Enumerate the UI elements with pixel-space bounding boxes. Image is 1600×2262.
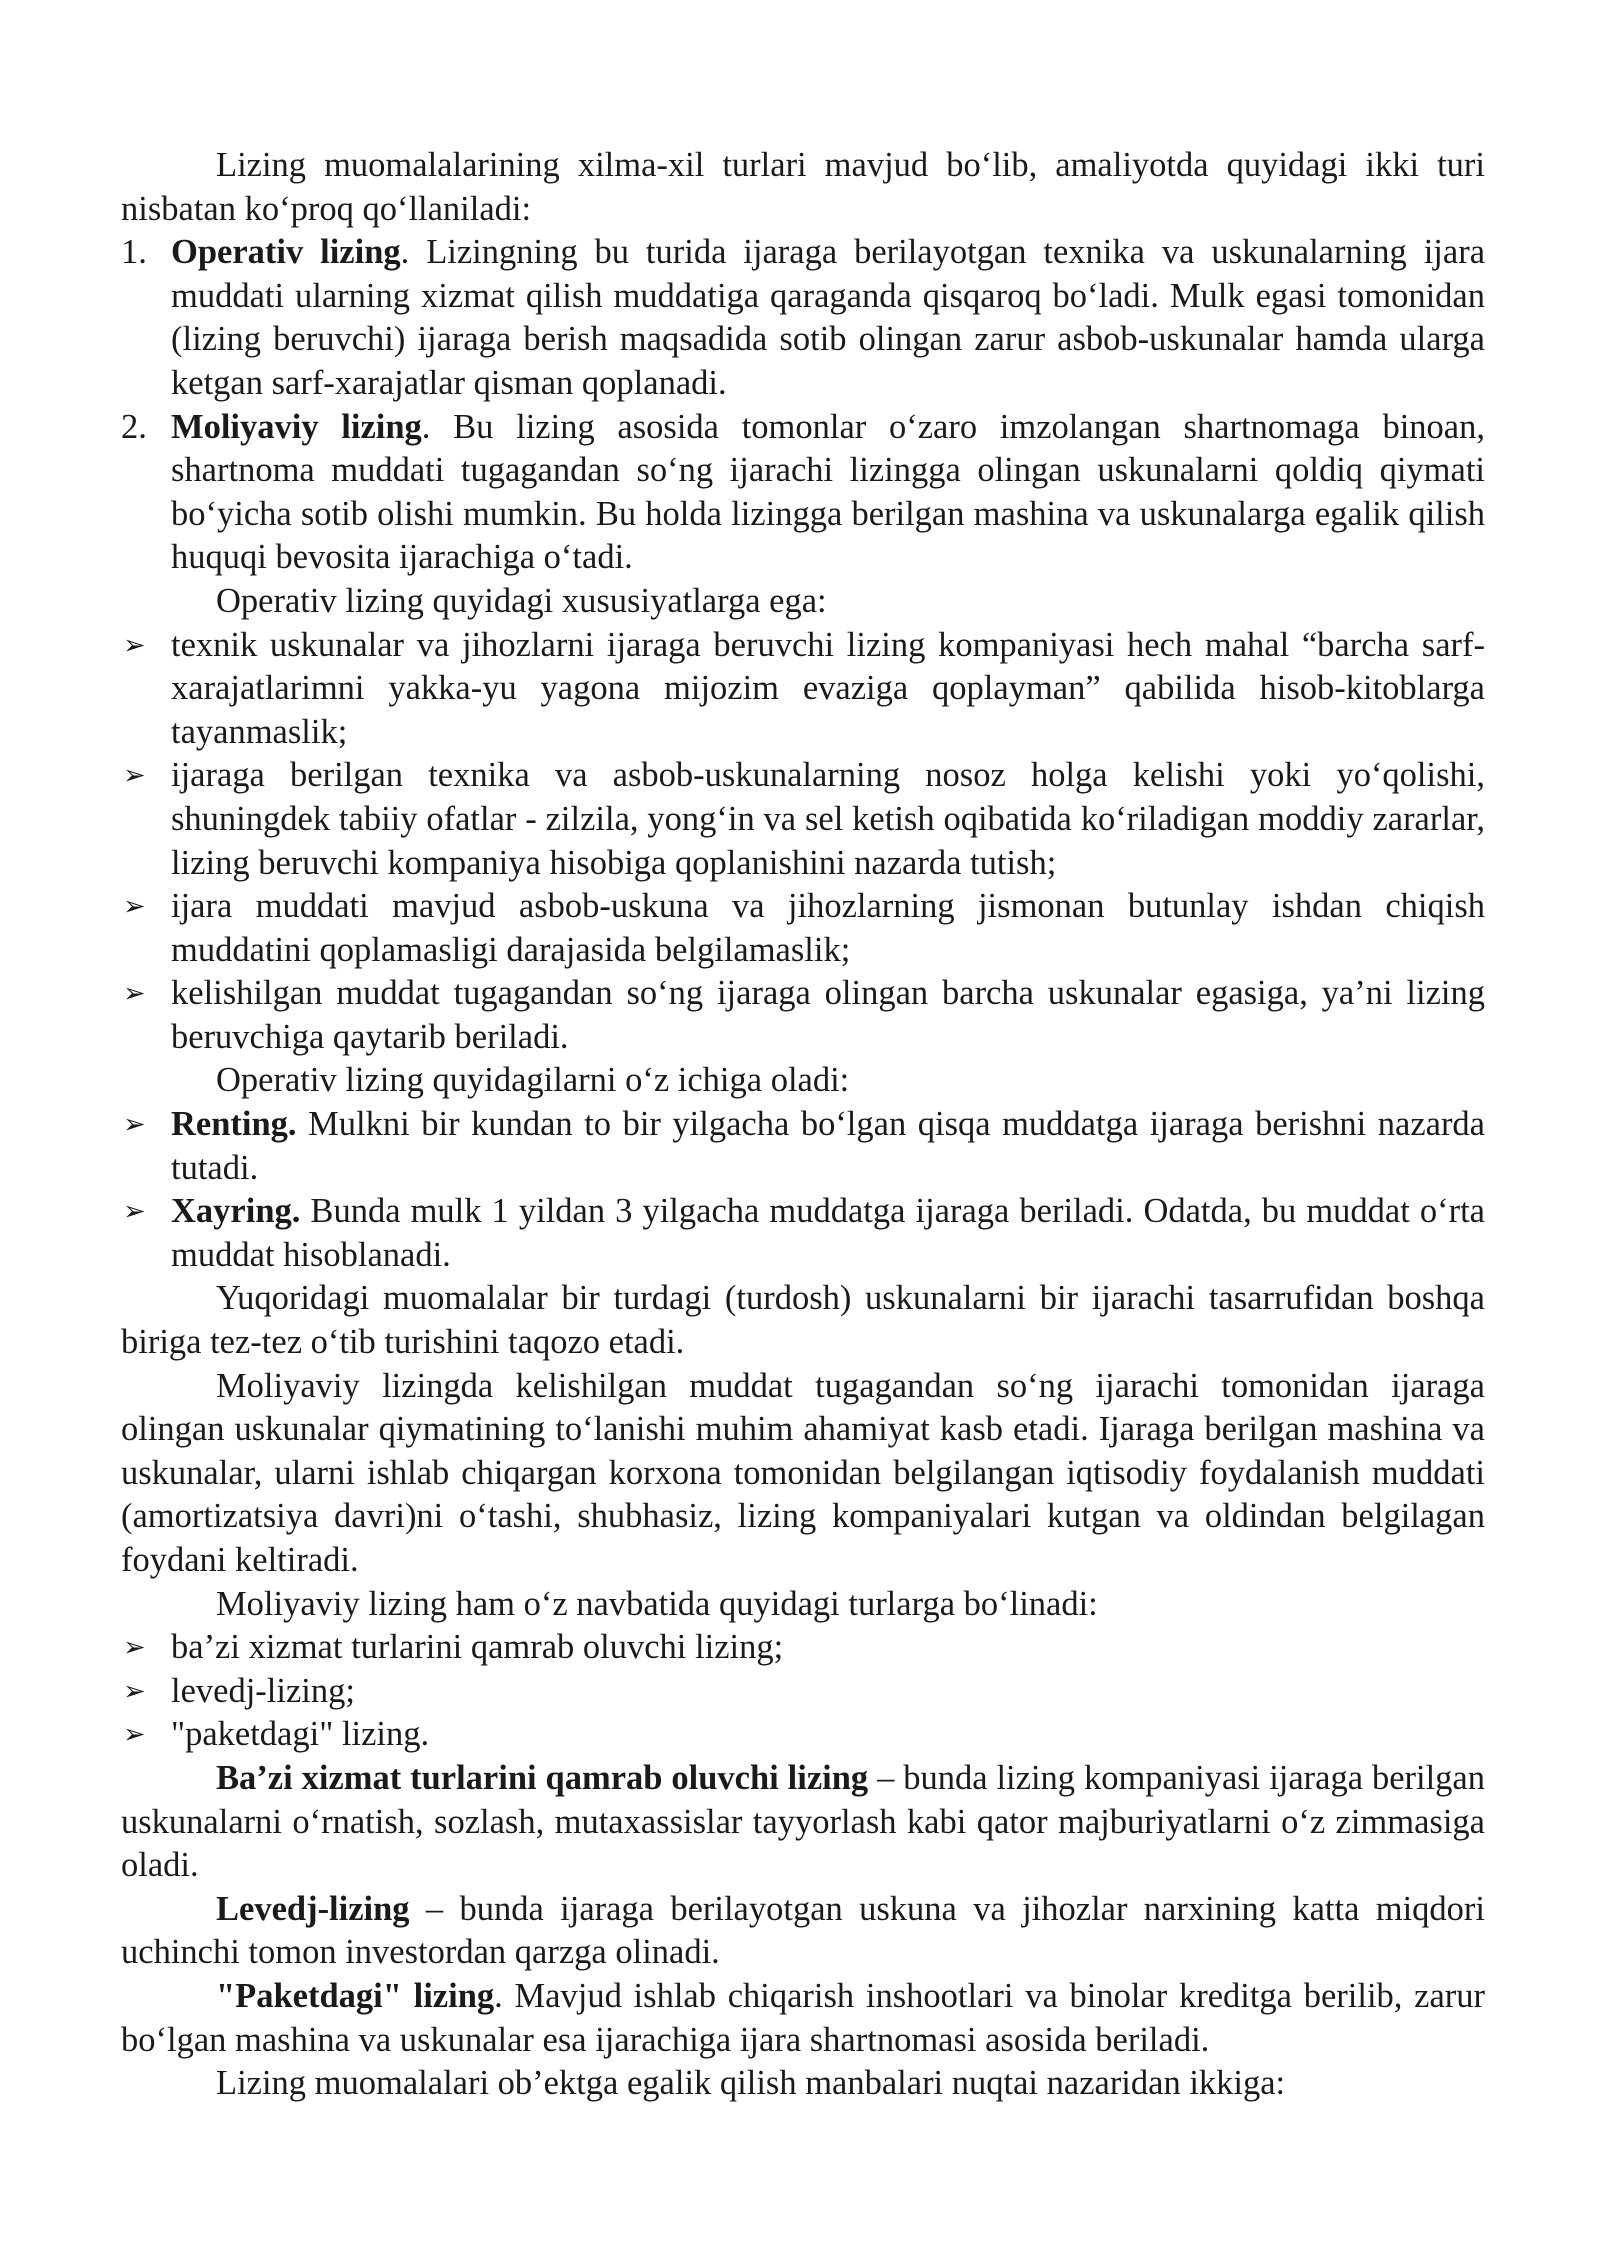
feature-bullet-2	[121, 754, 1485, 885]
arrowhead-bullet-icon: ➢	[123, 629, 146, 661]
feature-bullet-3	[121, 885, 1485, 972]
list-number: 2.	[121, 407, 147, 446]
bullet-text: levedj-lizing;	[171, 1671, 355, 1710]
arrowhead-bullet-icon: ➢	[123, 1719, 146, 1751]
arrowhead-bullet-icon: ➢	[123, 1632, 146, 1664]
bullet-text: Mulkni bir kundan to bir yilgacha bo‘lgan qisqa muddatga ijaraga berishni nazarda tutadi.	[171, 1105, 1485, 1187]
yuqoridagi-paragraph: Yuqoridagi muomalalar bir turdagi (turdosh) uskunalarni bir ijarachi tasarrufidan boshqa biriga tez-tez o‘tib turishini taqozo etadi.	[121, 1279, 1485, 1362]
definition-paragraph-levedj	[121, 1888, 1485, 1975]
numbered-item-moliyaviy	[121, 406, 1485, 580]
moliyaviy-detail-paragraph: Moliyaviy lizingda kelishilgan muddat tugagandan so‘ng ijarachi tomonidan ijaraga olingan uskunalar qiymatining to‘lanishi muhim ahamiyat kasb etadi. Ijaraga berilgan mashina va uskunalar, ularni ishlab chiqargan korxona tomonidan belgilangan iqtisodiy foydalanish muddati (amortizatsiya davri)ni o‘tashi, shubhasiz, lizing kompaniyalari kutgan va oldindan belgilagan foydani keltiradi.	[121, 1366, 1485, 1579]
definition-paragraph-paketdagi	[121, 1975, 1485, 2062]
list-number: 1.	[121, 233, 147, 272]
includes-bullet-xayring	[121, 1190, 1485, 1277]
definition-text: . Mavjud ishlab chiqarish inshootlari va binolar kreditga berilib, zarur bo‘lgan mashina va uskunalar esa ijarachiga ijara shartnomasi asosida beriladi.	[121, 1976, 1485, 2059]
last-paragraph: Lizing muomalalari ob’ektga egalik qilish manbalari nuqtai nazaridan ikkiga:	[216, 2064, 1286, 2103]
arrowhead-bullet-icon: ➢	[123, 760, 146, 792]
bullet-text: ijaraga berilgan texnika va asbob-uskunalarning nosoz holga kelishi yoki yo‘qolishi, shuningdek tabiiy ofatlar - zilzila, yong‘in va sel ketish oqibatida ko‘riladigan moddiy zararlar, lizing beruvchi kompaniya hisobiga qoplanishini nazarda tutish;	[171, 756, 1485, 882]
term-xizmat-lizing: Ba’zi xizmat turlarini qamrab oluvchi lizing	[216, 1758, 869, 1797]
type-bullet-2	[121, 1670, 1485, 1714]
types-intro-paragraph: Moliyaviy lizing ham o‘z navbatida quyidagi turlarga bo‘linadi:	[216, 1584, 1098, 1623]
definition-paragraph-xizmat	[121, 1757, 1485, 1888]
type-bullet-3	[121, 1713, 1485, 1757]
definition-text: – bunda lizing kompaniyasi ijaraga berilgan uskunalarni o‘rnatish, sozlash, mutaxassislar tayyorlash kabi qator majburiyatlarni o‘z zimmasiga oladi.	[121, 1758, 1485, 1885]
feature-bullet-4	[121, 972, 1485, 1059]
arrowhead-bullet-icon: ➢	[123, 1196, 146, 1228]
features-intro-paragraph: Operativ lizing quyidagi xususiyatlarga ega:	[216, 581, 827, 620]
type-bullet-1	[121, 1626, 1485, 1670]
arrowhead-bullet-icon: ➢	[123, 1675, 146, 1707]
item-text: . Bu lizing asosida tomonlar o‘zaro imzolangan shartnomaga binoan, shartnoma muddati tugagandan so‘ng ijarachi lizingga olingan uskunalarni qoldiq qiymati bo‘yicha sotib olishi mumkin. Bu holda lizingga berilgan mashina va uskunalarga egalik qilish huquqi bevosita ijarachiga o‘tadi.	[171, 407, 1485, 577]
numbered-item-operativ	[121, 231, 1485, 405]
bullet-text: "paketdagi" lizing.	[171, 1715, 430, 1754]
intro-paragraph: Lizing muomalalarining xilma-xil turlari mavjud bo‘lib, amaliyotda quyidagi ikki turi nisbatan ko‘proq qo‘llaniladi:	[121, 146, 1485, 228]
includes-bullet-renting	[121, 1103, 1485, 1190]
term-xayring: Xayring.	[171, 1192, 301, 1231]
item-text: . Lizingning bu turida ijaraga berilayotgan texnika va uskunalarning ijara muddati ularning xizmat qilish muddatiga qaraganda qisqaroq bo‘ladi. Mulk egasi tomonidan (lizing beruvchi) ijaraga berish maqsadida sotib olingan zarur asbob-uskunalar hamda ularga ketgan sarf-xarajatlar qisman qoplanadi.	[171, 233, 1486, 402]
arrowhead-bullet-icon: ➢	[123, 891, 146, 923]
term-operativ-lizing: Operativ lizing	[171, 233, 401, 272]
term-paketdagi-lizing: "Paketdagi" lizing	[216, 1976, 495, 2015]
includes-intro-paragraph: Operativ lizing quyidagilarni o‘z ichiga oladi:	[216, 1061, 850, 1100]
arrowhead-bullet-icon: ➢	[123, 1109, 146, 1141]
term-renting: Renting.	[171, 1105, 297, 1144]
bullet-text: Bunda mulk 1 yildan 3 yilgacha muddatga ijaraga beriladi. Odatda, bu muddat o‘rta muddat hisoblanadi.	[171, 1192, 1485, 1274]
bullet-text: kelishilgan muddat tugagandan so‘ng ijaraga olingan barcha uskunalar egasiga, ya’ni lizing beruvchiga qaytarib beriladi.	[171, 974, 1485, 1056]
types-list	[121, 1626, 1485, 1757]
bullet-text: ijara muddati mavjud asbob-uskuna va jihozlarning jismonan butunlay ishdan chiqish muddatini qoplamasligi darajasida belgilamaslik;	[171, 887, 1485, 969]
term-levedj-lizing: Levedj-lizing	[216, 1889, 410, 1928]
arrowhead-bullet-icon: ➢	[123, 978, 146, 1010]
feature-bullet-1	[121, 624, 1485, 755]
bullet-text: texnik uskunalar va jihozlarni ijaraga beruvchi lizing kompaniyasi hech mahal “barcha sarf-xarajatlarimni yakka-yu yagona mijozim evaziga qoplayman” qabilida hisob-kitoblarga tayanmaslik;	[171, 625, 1485, 751]
definition-text: – bunda ijaraga berilayotgan uskuna va jihozlar narxining katta miqdori uchinchi tomon investordan qarzga olinadi.	[121, 1889, 1485, 1972]
term-moliyaviy-lizing: Moliyaviy lizing	[171, 407, 422, 446]
bullet-text: ba’zi xizmat turlarini qamrab oluvchi lizing;	[171, 1628, 784, 1667]
